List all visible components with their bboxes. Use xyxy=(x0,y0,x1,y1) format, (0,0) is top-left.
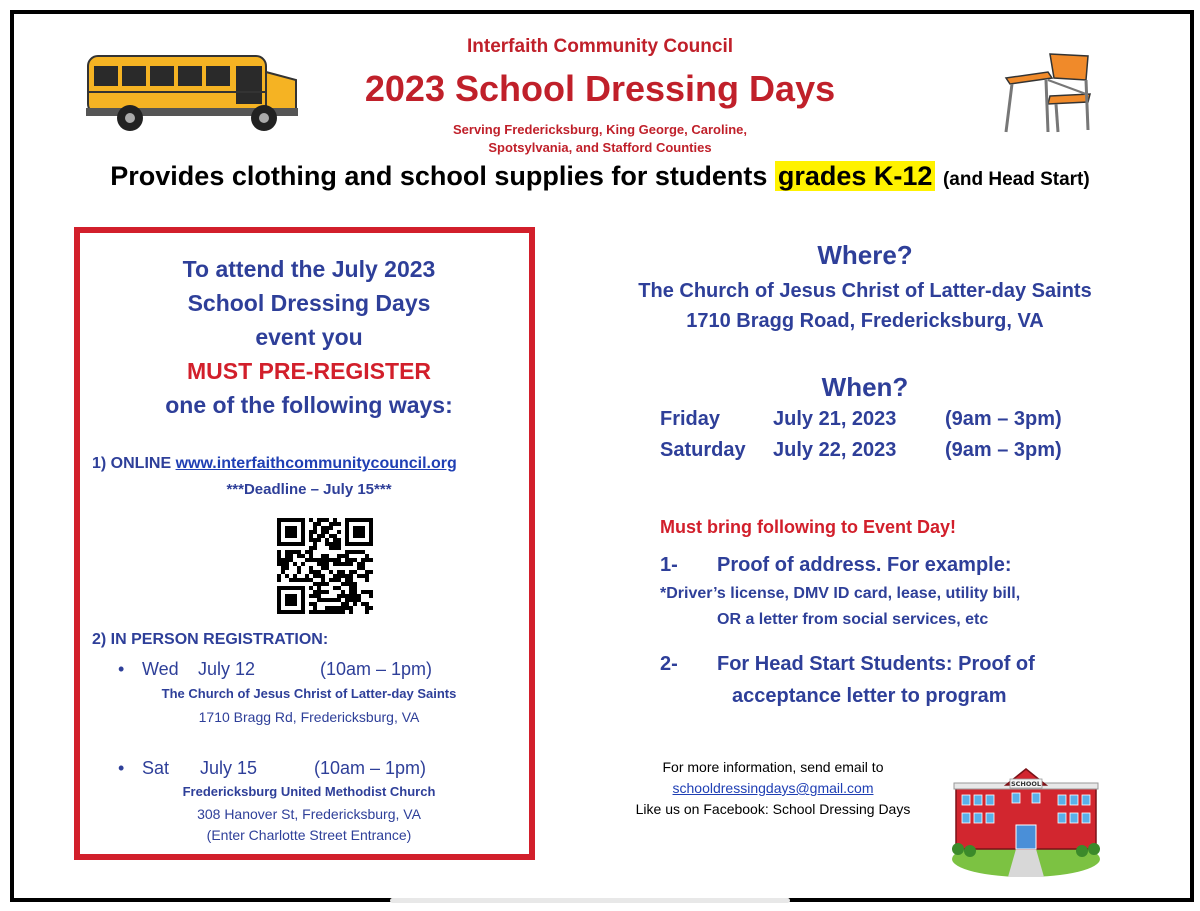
session-sat-address: 308 Hanover St, Fredericksburg, VA (Enter Charlotte Street Entrance) xyxy=(197,806,421,843)
registration-link[interactable]: www.interfaithcommunitycouncil.org xyxy=(175,455,457,472)
contact-email-link[interactable]: schooldressingdays@gmail.com xyxy=(672,780,874,796)
org-name: Interfaith Community Council xyxy=(467,36,733,57)
where-venue: The Church of Jesus Christ of Latter-day Saints 1710 Bragg Road, Fredericksburg, VA xyxy=(638,280,1092,332)
inperson-heading: 2) IN PERSON REGISTRATION: xyxy=(92,631,329,648)
school-building-icon xyxy=(950,765,1102,877)
when-row-friday: Friday July 21, 2023 (9am – 3pm) xyxy=(660,408,1062,430)
requirement-1-detail: *Driver’s license, DMV ID card, lease, utility bill, OR a letter from social services, etc xyxy=(660,585,1021,628)
when-heading: When? xyxy=(821,372,909,402)
contact-info: For more information, send email to schooldressingdays@gmail.com Like us on Facebook: School Dressing Days xyxy=(618,757,928,820)
session-sat: • Sat July 15 (10am – 1pm) xyxy=(118,758,427,778)
page-title: 2023 School Dressing Days xyxy=(364,68,836,109)
when-row-saturday: Saturday July 22, 2023 (9am – 3pm) xyxy=(660,439,1062,461)
deadline: ***Deadline – July 15*** xyxy=(226,481,392,498)
requirement-2: 2- For Head Start Students: Proof of xyxy=(660,653,1035,675)
session-wed-address: 1710 Bragg Rd, Fredericksburg, VA xyxy=(198,709,420,725)
school-sign: SCHOOL xyxy=(1010,780,1042,788)
online-option: 1) ONLINE www.interfaithcommunitycouncil.org xyxy=(92,455,457,472)
bullet-icon: • xyxy=(118,758,125,778)
tagline: Provides clothing and school supplies for students grades K-12 (and Head Start) xyxy=(110,161,1090,191)
must-preregister: MUST PRE-REGISTER xyxy=(186,358,432,384)
qr-code-icon[interactable] xyxy=(277,518,373,614)
registration-heading: To attend the July 2023 School Dressing Days event you MUST PRE-REGISTER one of the following ways: xyxy=(74,252,544,422)
requirement-1: 1- Proof of address. For example: xyxy=(660,554,1012,576)
session-sat-venue: Fredericksburg United Methodist Church xyxy=(182,784,436,799)
session-wed: • Wed July 12 (10am – 1pm) xyxy=(118,659,433,679)
bullet-icon: • xyxy=(118,659,125,679)
must-bring-heading: Must bring following to Event Day! xyxy=(660,517,956,537)
requirement-2-line2: acceptance letter to program xyxy=(732,685,1007,707)
serving-counties: Serving Fredericksburg, King George, Caroline, Spotsylvania, and Stafford Counties xyxy=(452,122,748,155)
grades-highlight: grades K-12 xyxy=(775,161,936,191)
where-heading: Where? xyxy=(817,240,913,270)
session-wed-venue: The Church of Jesus Christ of Latter-day Saints xyxy=(161,686,457,701)
page-scroll-indicator xyxy=(390,898,790,903)
